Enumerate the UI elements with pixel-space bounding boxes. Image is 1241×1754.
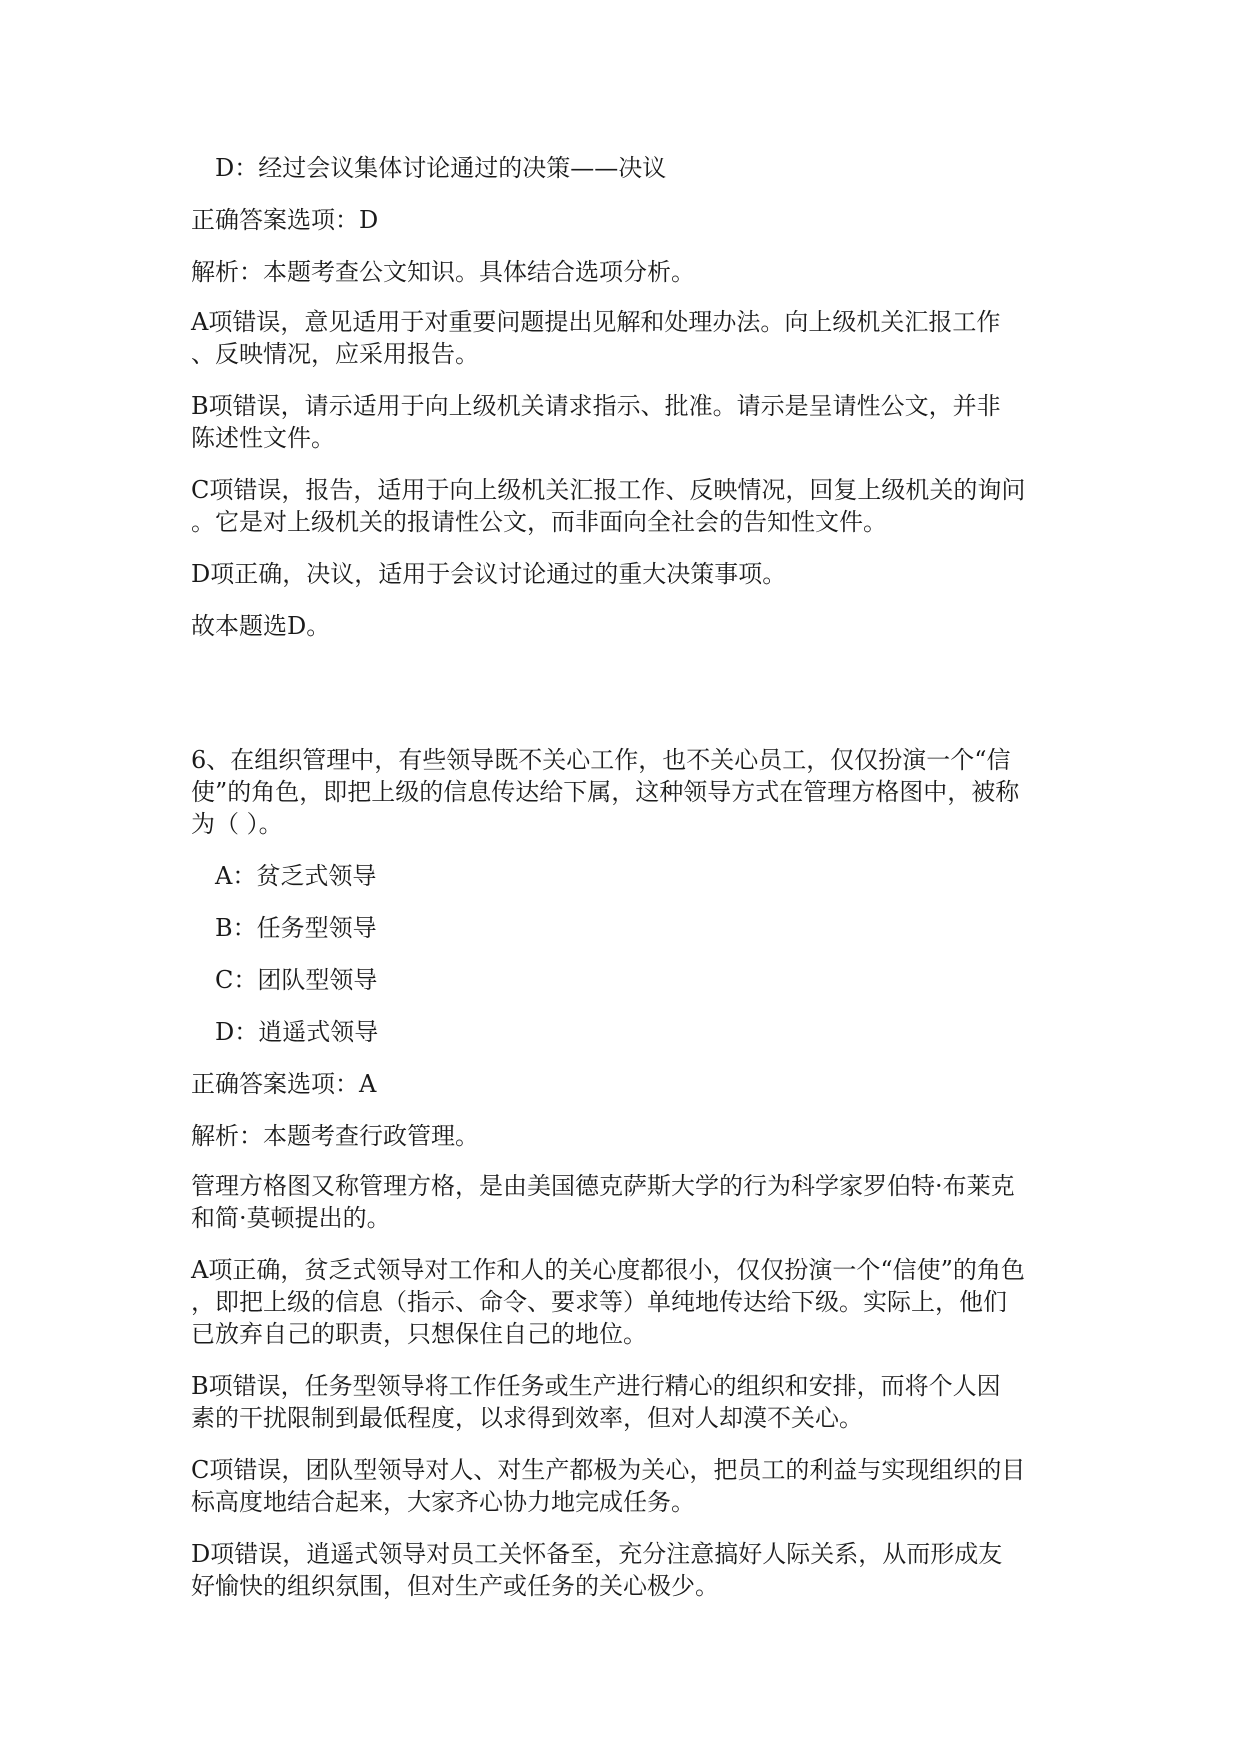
q6-stem-line3: 为（ ）。 (191, 810, 283, 838)
prev-analysis-b-line1: B项错误，请示适用于向上级机关请求指示、批准。请示是呈请性公文，并非 (191, 392, 1001, 420)
prev-analysis-d: D项正确，决议，适用于会议讨论通过的重大决策事项。 (191, 560, 787, 588)
q6-analysis-a-line2: ，即把上级的信息（指示、命令、要求等）单纯地传达给下级。实际上，他们 (191, 1288, 1007, 1316)
q6-analysis-b-line1: B项错误，任务型领导将工作任务或生产进行精心的组织和安排，而将个人因 (191, 1372, 1001, 1400)
q6-option-c: C：团队型领导 (215, 966, 378, 994)
prev-analysis-c-line2: 。它是对上级机关的报请性公文，而非面向全社会的告知性文件。 (191, 508, 887, 536)
q6-answer: 正确答案选项：A (191, 1070, 377, 1098)
q6-analysis-a-line1: A项正确，贫乏式领导对工作和人的关心度都很小，仅仅扮演一个“信使”的角色 (191, 1256, 1025, 1284)
prev-analysis-a-line2: 、反映情况，应采用报告。 (191, 340, 479, 368)
prev-analysis-intro: 解析：本题考查公文知识。具体结合选项分析。 (191, 258, 695, 286)
q6-analysis-a-line3: 已放弃自己的职责，只想保住自己的地位。 (191, 1320, 647, 1348)
q6-option-b: B：任务型领导 (215, 914, 377, 942)
q6-analysis-d-line1: D项错误，逍遥式领导对员工关怀备至，充分注意搞好人际关系，从而形成友 (191, 1540, 1003, 1568)
prev-conclusion: 故本题选D。 (191, 612, 331, 640)
q6-analysis-intro: 解析：本题考查行政管理。 (191, 1122, 479, 1150)
q6-analysis-d-line2: 好愉快的组织氛围，但对生产或任务的关心极少。 (191, 1572, 719, 1600)
prev-analysis-b-line2: 陈述性文件。 (191, 424, 335, 452)
q6-analysis-c-line2: 标高度地结合起来，大家齐心协力地完成任务。 (191, 1488, 695, 1516)
prev-analysis-c-line1: C项错误，报告，适用于向上级机关汇报工作、反映情况，回复上级机关的询问 (191, 476, 1026, 504)
q6-stem-line2: 使”的角色，即把上级的信息传达给下属，这种领导方式在管理方格图中，被称 (191, 778, 1020, 806)
prev-analysis-a-line1: A项错误，意见适用于对重要问题提出见解和处理办法。向上级机关汇报工作 (191, 308, 1001, 336)
prev-option-d: D：经过会议集体讨论通过的决策——决议 (215, 154, 667, 182)
q6-stem-line1: 6、在组织管理中，有些领导既不关心工作，也不关心员工，仅仅扮演一个“信 (191, 746, 1011, 774)
prev-answer: 正确答案选项：D (191, 206, 379, 234)
q6-background-line2: 和简·莫顿提出的。 (191, 1204, 391, 1232)
q6-background-line1: 管理方格图又称管理方格，是由美国德克萨斯大学的行为科学家罗伯特·布莱克 (191, 1172, 1015, 1200)
q6-option-d: D：逍遥式领导 (215, 1018, 379, 1046)
q6-option-a: A：贫乏式领导 (215, 862, 377, 890)
q6-analysis-b-line2: 素的干扰限制到最低程度，以求得到效率，但对人却漠不关心。 (191, 1404, 863, 1432)
q6-analysis-c-line1: C项错误，团队型领导对人、对生产都极为关心，把员工的利益与实现组织的目 (191, 1456, 1026, 1484)
